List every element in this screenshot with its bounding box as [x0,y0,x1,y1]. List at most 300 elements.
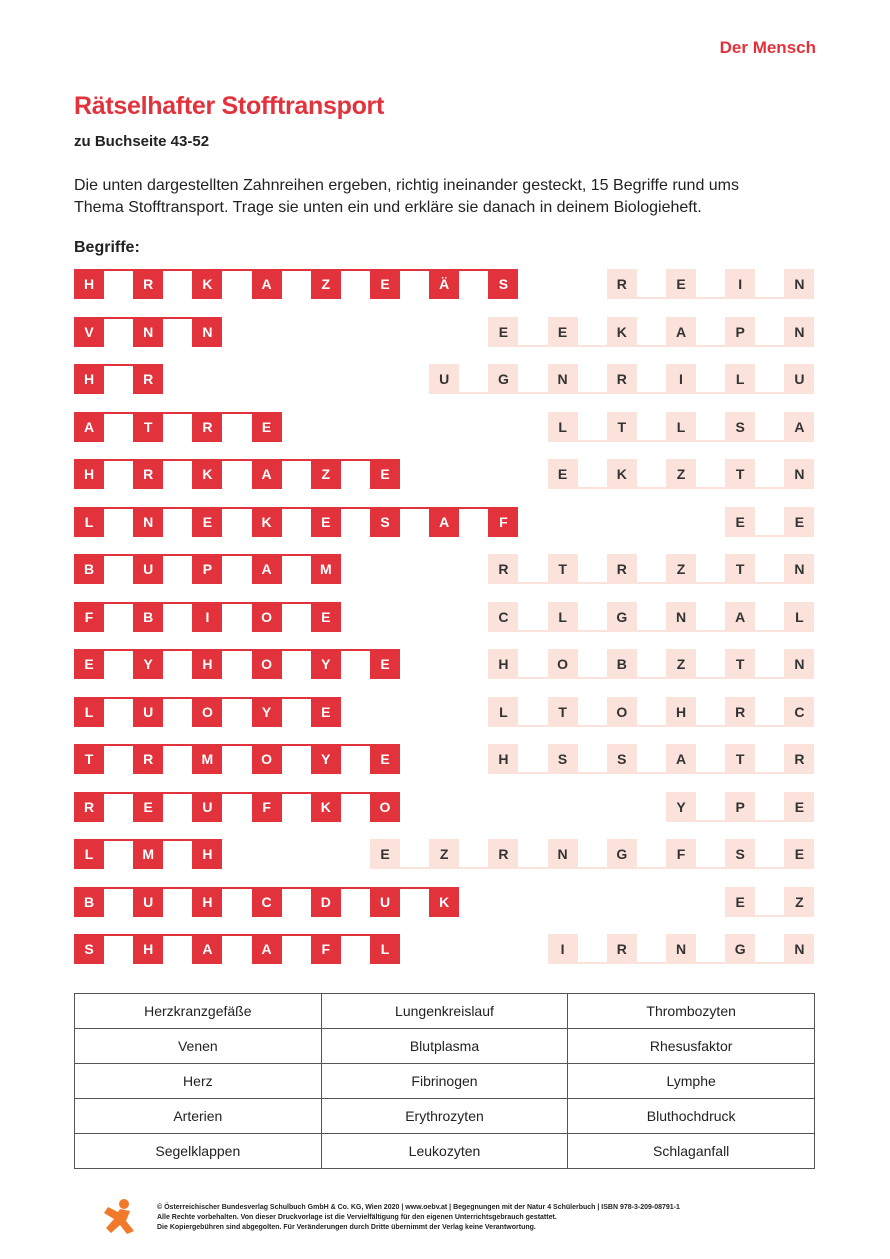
left-tooth-letter: F [488,507,518,537]
right-tooth-letter: R [607,269,637,299]
left-tooth-bar [282,649,311,678]
left-tooth-letter: H [74,459,104,489]
left-tooth-letter: B [133,602,163,632]
right-tooth-letter: N [784,934,814,964]
left-tooth-letter: U [133,554,163,584]
right-tooth-bar [696,460,725,489]
left-tooth-letter: A [252,269,282,299]
left-tooth-letter: A [429,507,459,537]
right-tooth-bar [578,935,607,964]
section-tag: Der Mensch [719,38,816,57]
right-tooth-bar [755,888,784,917]
right-tooth-letter: K [607,317,637,347]
left-tooth-bar [104,934,133,963]
left-tooth-letter: L [74,697,104,727]
right-tooth-letter: Z [429,839,459,869]
right-tooth-letter: H [666,697,696,727]
right-tooth-bar [696,935,725,964]
left-tooth-letter: Z [311,269,341,299]
left-tooth-bar [222,269,251,298]
term-cell: Leukozyten [321,1134,568,1169]
right-tooth-letter: Z [666,649,696,679]
right-tooth-bar [578,365,607,394]
left-tooth-bar [282,554,311,583]
right-tooth-letter: H [488,649,518,679]
left-tooth-bar [400,269,429,298]
left-tooth-letter: S [488,269,518,299]
left-tooth-letter: A [252,554,282,584]
right-tooth-bar [578,840,607,869]
right-tooth-letter: N [666,934,696,964]
right-tooth-letter: E [370,839,400,869]
left-tooth-letter: E [252,412,282,442]
left-tooth-bar [104,792,133,821]
right-tooth-bar [637,935,666,964]
right-tooth-bar [637,460,666,489]
left-tooth-letter: A [252,459,282,489]
left-tooth-bar [222,887,251,916]
intro-line: Thema Stofftransport. Trage sie unten ein und erkläre sie danach in deinem Biologieheft. [74,199,702,216]
right-tooth-bar [696,650,725,679]
left-tooth-letter: O [192,697,222,727]
right-tooth-letter: Z [666,459,696,489]
left-tooth-letter: U [133,697,163,727]
left-tooth-letter: V [74,317,104,347]
left-tooth-letter: E [74,649,104,679]
right-tooth-bar [400,840,429,869]
page-subtitle: zu Buchseite 43-52 [74,133,210,150]
left-tooth-letter: A [74,412,104,442]
left-tooth-letter: F [74,602,104,632]
right-tooth-letter: S [725,839,755,869]
left-tooth-letter: A [192,934,222,964]
left-tooth-letter: S [370,507,400,537]
right-tooth-bar [755,508,784,537]
right-tooth-bar [459,840,488,869]
left-tooth-bar [222,507,251,536]
left-tooth-letter: E [370,744,400,774]
left-tooth-bar [282,459,311,488]
left-tooth-letter: D [311,887,341,917]
left-tooth-bar [104,412,133,441]
right-tooth-letter: E [548,317,578,347]
right-tooth-letter: O [607,697,637,727]
right-tooth-bar [518,365,547,394]
left-tooth-bar [104,744,133,773]
terms-table [74,993,815,1169]
right-tooth-letter: E [488,317,518,347]
right-tooth-letter: H [488,744,518,774]
publisher-star-icon [100,1197,140,1237]
left-tooth-letter: E [370,269,400,299]
right-tooth-bar [518,318,547,347]
right-tooth-bar [578,318,607,347]
right-tooth-bar [637,698,666,727]
left-tooth-letter: R [192,412,222,442]
left-tooth-bar [282,887,311,916]
page-title: Rätselhafter Stofftransport [74,92,384,120]
right-tooth-letter: G [607,602,637,632]
right-tooth-bar [696,698,725,727]
left-tooth-letter: L [74,507,104,537]
right-tooth-letter: O [548,649,578,679]
left-tooth-letter: L [370,934,400,964]
right-tooth-bar [696,413,725,442]
footer-line: © Österreichischer Bundesverlag Schulbuch GmbH & Co. KG, Wien 2020 | www.oebv.at | Begegnungen mit der Natur 4 Schülerbuch | ISBN 978-3-209-08791-1 [157,1204,680,1211]
right-tooth-bar [755,698,784,727]
right-tooth-bar [755,318,784,347]
right-tooth-bar [637,840,666,869]
left-tooth-bar [104,602,133,631]
left-tooth-letter: Ä [429,269,459,299]
right-tooth-bar [755,745,784,774]
left-tooth-bar [163,792,192,821]
left-tooth-bar [282,602,311,631]
right-tooth-letter: R [488,554,518,584]
right-tooth-bar [518,745,547,774]
right-tooth-letter: A [666,317,696,347]
left-tooth-letter: L [74,839,104,869]
table-row [75,994,815,1029]
right-tooth-letter: E [725,507,755,537]
right-tooth-bar [696,840,725,869]
left-tooth-bar [400,887,429,916]
right-tooth-bar [755,270,784,299]
left-tooth-letter: R [133,269,163,299]
left-tooth-bar [459,269,488,298]
right-tooth-letter: A [725,602,755,632]
left-tooth-letter: K [429,887,459,917]
left-tooth-letter: Y [133,649,163,679]
intro-text [74,175,834,219]
left-tooth-letter: R [74,792,104,822]
left-tooth-bar [400,507,429,536]
left-tooth-letter: R [133,459,163,489]
term-cell: Arterien [75,1099,322,1134]
right-tooth-bar [755,460,784,489]
term-cell: Herz [75,1064,322,1099]
right-tooth-bar [696,365,725,394]
right-tooth-letter: U [784,364,814,394]
table-row [75,1134,815,1169]
right-tooth-bar [518,555,547,584]
right-tooth-letter: Y [666,792,696,822]
term-cell: Thrombozyten [568,994,815,1029]
right-tooth-bar [578,745,607,774]
right-tooth-letter: L [666,412,696,442]
right-tooth-bar [637,365,666,394]
left-tooth-letter: U [133,887,163,917]
left-tooth-bar [222,792,251,821]
right-tooth-letter: R [607,364,637,394]
left-tooth-bar [222,744,251,773]
right-tooth-bar [637,603,666,632]
table-row [75,1029,815,1064]
footer-line: Alle Rechte vorbehalten. Von dieser Druckvorlage ist die Vervielfältigung für den eigenen Unterrichtsgebrauch gestattet. [157,1214,557,1221]
left-tooth-bar [163,649,192,678]
right-tooth-letter: S [548,744,578,774]
right-tooth-letter: F [666,839,696,869]
left-tooth-bar [222,934,251,963]
left-tooth-bar [104,269,133,298]
term-cell: Schlaganfall [568,1134,815,1169]
right-tooth-letter: C [784,697,814,727]
right-tooth-letter: G [725,934,755,964]
left-tooth-bar [341,887,370,916]
left-tooth-letter: E [192,507,222,537]
left-tooth-letter: C [252,887,282,917]
right-tooth-bar [637,270,666,299]
right-tooth-bar [578,413,607,442]
left-tooth-letter: H [74,269,104,299]
terms-label: Begriffe: [74,239,140,256]
right-tooth-bar [755,555,784,584]
left-tooth-bar [104,507,133,536]
left-tooth-letter: P [192,554,222,584]
right-tooth-letter: I [666,364,696,394]
right-tooth-letter: N [548,839,578,869]
left-tooth-letter: R [133,364,163,394]
left-tooth-bar [282,934,311,963]
right-tooth-letter: N [784,649,814,679]
left-tooth-letter: M [192,744,222,774]
term-cell: Herzkranzgefäße [75,994,322,1029]
right-tooth-bar [637,318,666,347]
right-tooth-bar [518,840,547,869]
left-tooth-letter: K [311,792,341,822]
right-tooth-bar [755,793,784,822]
right-tooth-letter: U [429,364,459,394]
right-tooth-letter: N [784,269,814,299]
right-tooth-letter: N [784,459,814,489]
left-tooth-letter: K [192,269,222,299]
right-tooth-bar [637,413,666,442]
right-tooth-letter: T [725,459,755,489]
right-tooth-letter: T [725,554,755,584]
left-tooth-letter: H [192,887,222,917]
right-tooth-letter: E [784,792,814,822]
term-cell: Erythrozyten [321,1099,568,1134]
right-tooth-letter: P [725,792,755,822]
left-tooth-letter: A [252,934,282,964]
left-tooth-letter: Y [311,744,341,774]
left-tooth-bar [341,792,370,821]
right-tooth-bar [755,603,784,632]
left-tooth-bar [341,269,370,298]
right-tooth-letter: L [784,602,814,632]
right-tooth-letter: L [548,602,578,632]
left-tooth-bar [222,554,251,583]
right-tooth-letter: L [488,697,518,727]
left-tooth-letter: E [370,649,400,679]
left-tooth-bar [341,934,370,963]
right-tooth-bar [755,365,784,394]
left-tooth-bar [163,412,192,441]
left-tooth-letter: T [133,412,163,442]
left-tooth-letter: R [133,744,163,774]
right-tooth-letter: G [488,364,518,394]
term-cell: Bluthochdruck [568,1099,815,1134]
left-tooth-bar [104,554,133,583]
left-tooth-bar [163,744,192,773]
left-tooth-letter: E [311,507,341,537]
left-tooth-bar [222,602,251,631]
left-tooth-bar [222,459,251,488]
right-tooth-letter: A [666,744,696,774]
left-tooth-bar [282,792,311,821]
left-tooth-letter: S [74,934,104,964]
left-tooth-bar [104,364,133,393]
left-tooth-letter: H [192,649,222,679]
right-tooth-letter: E [784,839,814,869]
left-tooth-letter: Y [311,649,341,679]
term-cell: Lungenkreislauf [321,994,568,1029]
right-tooth-letter: I [725,269,755,299]
left-tooth-letter: O [252,602,282,632]
right-tooth-letter: R [725,697,755,727]
left-tooth-letter: K [192,459,222,489]
footer-legal [157,1203,680,1233]
right-tooth-letter: P [725,317,755,347]
right-tooth-bar [696,603,725,632]
left-tooth-bar [163,602,192,631]
right-tooth-bar [459,365,488,394]
right-tooth-letter: T [725,649,755,679]
right-tooth-letter: N [548,364,578,394]
right-tooth-bar [637,650,666,679]
right-tooth-letter: R [607,554,637,584]
left-tooth-letter: N [192,317,222,347]
term-cell: Blutplasma [321,1029,568,1064]
left-tooth-letter: H [192,839,222,869]
term-cell: Fibrinogen [321,1064,568,1099]
right-tooth-bar [755,650,784,679]
right-tooth-letter: L [548,412,578,442]
right-tooth-letter: G [607,839,637,869]
left-tooth-letter: O [370,792,400,822]
left-tooth-letter: F [311,934,341,964]
left-tooth-bar [163,459,192,488]
left-tooth-letter: F [252,792,282,822]
left-tooth-letter: T [74,744,104,774]
left-tooth-letter: O [252,744,282,774]
left-tooth-bar [163,317,192,346]
right-tooth-letter: E [548,459,578,489]
term-cell: Rhesusfaktor [568,1029,815,1064]
left-tooth-bar [282,269,311,298]
right-tooth-letter: E [784,507,814,537]
right-tooth-bar [518,698,547,727]
left-tooth-letter: K [252,507,282,537]
right-tooth-letter: S [607,744,637,774]
right-tooth-bar [696,793,725,822]
right-tooth-letter: N [666,602,696,632]
left-tooth-bar [341,507,370,536]
right-tooth-bar [696,745,725,774]
left-tooth-letter: B [74,554,104,584]
footer-line: Die Kopiergebühren sind abgegolten. Für Veränderungen durch Dritte übernimmt der Verlag keine Verantwortung. [157,1224,536,1231]
right-tooth-letter: Z [784,887,814,917]
left-tooth-letter: M [311,554,341,584]
left-tooth-bar [341,649,370,678]
right-tooth-bar [637,745,666,774]
intro-line: Die unten dargestellten Zahnreihen ergeben, richtig ineinander gesteckt, 15 Begriffe rund ums [74,177,740,194]
right-tooth-letter: R [488,839,518,869]
right-tooth-letter: N [784,317,814,347]
right-tooth-bar [696,318,725,347]
right-tooth-letter: B [607,649,637,679]
left-tooth-bar [282,744,311,773]
term-cell: Lymphe [568,1064,815,1099]
right-tooth-letter: T [725,744,755,774]
left-tooth-letter: U [192,792,222,822]
left-tooth-bar [341,744,370,773]
right-tooth-letter: L [725,364,755,394]
left-tooth-bar [104,697,133,726]
left-tooth-letter: E [311,602,341,632]
right-tooth-bar [518,650,547,679]
right-tooth-bar [755,935,784,964]
right-tooth-bar [696,555,725,584]
table-row [75,1064,815,1099]
right-tooth-letter: R [607,934,637,964]
right-tooth-letter: T [548,554,578,584]
left-tooth-bar [459,507,488,536]
right-tooth-bar [578,460,607,489]
left-tooth-bar [341,459,370,488]
right-tooth-bar [578,698,607,727]
right-tooth-bar [578,650,607,679]
right-tooth-letter: Z [666,554,696,584]
left-tooth-bar [163,269,192,298]
left-tooth-letter: E [370,459,400,489]
left-tooth-bar [163,507,192,536]
right-tooth-letter: T [548,697,578,727]
term-cell: Venen [75,1029,322,1064]
right-tooth-letter: S [725,412,755,442]
left-tooth-letter: Y [252,697,282,727]
left-tooth-bar [282,697,311,726]
left-tooth-letter: O [252,649,282,679]
right-tooth-letter: E [725,887,755,917]
left-tooth-letter: U [370,887,400,917]
right-tooth-letter: I [548,934,578,964]
left-tooth-letter: H [133,934,163,964]
left-tooth-bar [163,839,192,868]
right-tooth-bar [578,555,607,584]
right-tooth-bar [755,413,784,442]
left-tooth-bar [163,934,192,963]
right-tooth-bar [578,603,607,632]
right-tooth-letter: E [666,269,696,299]
left-tooth-letter: M [133,839,163,869]
right-tooth-letter: T [607,412,637,442]
left-tooth-bar [163,697,192,726]
right-tooth-letter: N [784,554,814,584]
right-tooth-bar [696,270,725,299]
left-tooth-bar [222,649,251,678]
left-tooth-bar [222,697,251,726]
right-tooth-bar [755,840,784,869]
right-tooth-letter: C [488,602,518,632]
left-tooth-bar [104,649,133,678]
left-tooth-bar [282,507,311,536]
left-tooth-letter: B [74,887,104,917]
table-row [75,1099,815,1134]
right-tooth-bar [637,555,666,584]
left-tooth-bar [163,554,192,583]
left-tooth-bar [104,887,133,916]
